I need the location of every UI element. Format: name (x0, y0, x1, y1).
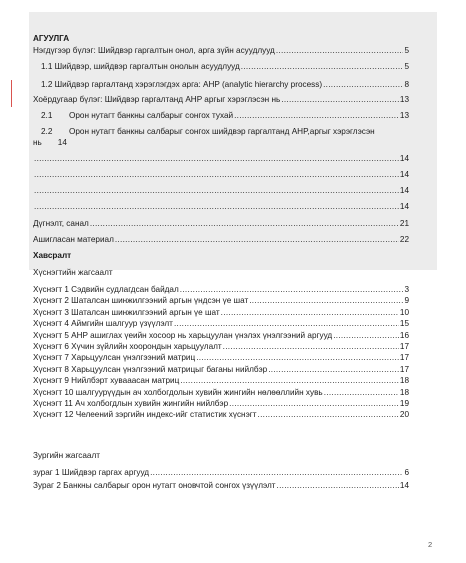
table-list-entry-page: 20 (399, 410, 409, 420)
toc-entry-page: 14 (399, 202, 409, 211)
table-list-entry-page: 17 (399, 353, 409, 363)
table-list-entry[interactable] (33, 353, 409, 363)
table-list-entry-label: Хүснэгт 11 Ач холбогдлын хувийн жингийн нийлбэр (33, 399, 229, 408)
toc-entry-page: 14 (399, 170, 409, 179)
toc-entry-number: 2.2 (41, 127, 53, 136)
figure-list-entry[interactable] (33, 481, 409, 491)
table-list-entry[interactable] (33, 399, 409, 409)
table-list-entry[interactable] (33, 388, 409, 398)
toc-entry[interactable] (33, 235, 409, 245)
toc-entry[interactable] (33, 95, 409, 105)
margin-revision-mark (11, 80, 12, 107)
toc-entry-page: 21 (399, 219, 409, 228)
toc-entry[interactable] (41, 111, 409, 121)
toc-entry-label: Орон нутагт банкны салбарыг сонгох шийдвэр гаргалтанд AHP,аргыг хэрэглэсэн (69, 127, 375, 136)
table-list-entry-page: 18 (399, 387, 409, 397)
toc-entry-blank[interactable] (33, 170, 409, 180)
table-list-entry-page: 18 (399, 376, 409, 386)
tables-list-title: Хүснэгтийн жагсаалт (33, 268, 113, 277)
table-list-entry-page: 17 (399, 342, 409, 351)
toc-entry-label: Орон нутагт банкны салбарыг сонгох тухай (69, 111, 234, 120)
toc-entry-page: 13 (399, 95, 409, 104)
table-list-entry[interactable] (33, 296, 409, 306)
toc-entry-blank[interactable] (33, 154, 409, 164)
toc-entry-continuation[interactable] (33, 138, 67, 148)
page-number: 2 (428, 540, 433, 549)
toc-entry[interactable] (33, 219, 409, 229)
table-list-entry-label: Хүснэгт 12 Челеений зэргийн индекс-ийг статистик хүснэгт (33, 410, 257, 420)
table-list-entry-label: Хүснэгт 8 Харьцуулсан үнэлгээний матрицыг баганы нийлбэр (33, 364, 268, 374)
table-list-entry[interactable] (33, 285, 409, 295)
figure-list-entry-page: 14 (399, 480, 409, 490)
figure-list-entry[interactable] (33, 468, 409, 478)
toc-entry-label: Ашигласан материал (33, 235, 114, 244)
figure-list-entry-page: 6 (404, 468, 409, 477)
toc-entry-label: Хоёрдугаар бүлэг: Шийдвэр гаргалтанд AHP аргыг хэрэглэсэн нь (33, 95, 281, 104)
figure-list-entry-label: зураг 1 Шийдвэр гаргах аргууд (33, 468, 150, 477)
figure-list-entry-label: Зураг 2 Банкны салбарыг орон нутагт оновчтой сонгох үзүүлэлт (33, 480, 276, 490)
table-list-entry[interactable] (33, 376, 409, 386)
toc-entry-page: 14 (399, 154, 409, 163)
table-list-entry[interactable] (33, 342, 409, 352)
toc-entry[interactable] (41, 80, 409, 90)
toc-entry-label: нь (33, 138, 42, 147)
table-list-entry-label: Хүснэгт 6 Хүчин зүйлийн хоорондын харьцуулалт (33, 342, 222, 351)
toc-entry-page: 13 (399, 111, 409, 120)
table-list-entry-label: Хүснэгт 2 Шаталсан шинжилгээний аргын үндсэн үе шат (33, 296, 249, 306)
toc-entry-page: 5 (404, 46, 409, 55)
toc-entry-label: Дүгнэлт, санал (33, 219, 89, 228)
toc-entry-page: 14 (399, 186, 409, 195)
toc-entry[interactable] (33, 46, 409, 56)
table-list-entry-label: Хүснэгт 4 Аймгийн шалгуур үзүүлэлт (33, 319, 173, 329)
table-list-entry[interactable] (33, 319, 409, 329)
table-list-entry-page: 17 (399, 364, 409, 374)
table-list-entry-page: 3 (404, 285, 409, 294)
toc-entry[interactable] (41, 62, 409, 72)
table-list-entry-page: 19 (399, 399, 409, 408)
toc-title: АГУУЛГА (33, 34, 70, 43)
toc-entry-page: 8 (404, 80, 409, 89)
toc-entry-page: 14 (57, 138, 67, 147)
toc-entry-label: Нэгдүгээр бүлэг: Шийдвэр гаргалтын онол, арга зүйн асуудлууд (33, 46, 275, 55)
table-list-entry-page: 10 (399, 307, 409, 317)
toc-entry[interactable] (41, 127, 375, 137)
table-list-entry-page: 15 (399, 319, 409, 329)
table-list-entry[interactable] (33, 308, 409, 318)
toc-entry-label: 1.2 Шийдвэр гаргалтанд хэрэглэгдэх арга: AHP (analytic hierarchy process) (41, 80, 323, 89)
table-list-entry-label: Хүснэгт 9 Нийлбэрт хувааасан матриц (33, 376, 180, 386)
table-list-entry-label: Хүснэгт 1 Сэдвийн судлагдсан байдал (33, 285, 179, 294)
table-list-entry[interactable] (33, 365, 409, 375)
table-list-entry-label: Хүснэгт 10 шалгуурүүдын ач холбогдолын хувийн жингийн нөлөөллийн хувь (33, 387, 323, 397)
toc-entry-blank[interactable] (33, 186, 409, 196)
toc-entry-page: 22 (399, 235, 409, 244)
toc-entry-page: 5 (404, 62, 409, 71)
figures-list-title: Зургийн жагсаалт (33, 451, 100, 460)
table-list-entry[interactable] (33, 331, 409, 341)
table-list-entry-label: Хүснэгт 5 AHP ашиглах үеийн хосоор нь харьцуулан үнэлэх үнэлгээний аргууд (33, 330, 333, 340)
table-list-entry-page: 9 (404, 296, 409, 306)
appendix-title: Хавсралт (33, 251, 72, 260)
table-list-entry-label: Хүснэгт 7 Харьцуулсан үнэлгээний матриц (33, 353, 196, 363)
toc-entry-number: 2.1 (41, 111, 53, 120)
table-list-entry[interactable] (33, 410, 409, 420)
table-list-entry-page: 16 (399, 330, 409, 340)
toc-entry-label: 1.1 Шийдвэр, шийдвэр гаргалтын онолын асуудлууд (41, 62, 240, 71)
table-list-entry-label: Хүснэгт 3 Шаталсан шинжилгээний аргын үе шат (33, 307, 220, 317)
toc-entry-blank[interactable] (33, 202, 409, 212)
